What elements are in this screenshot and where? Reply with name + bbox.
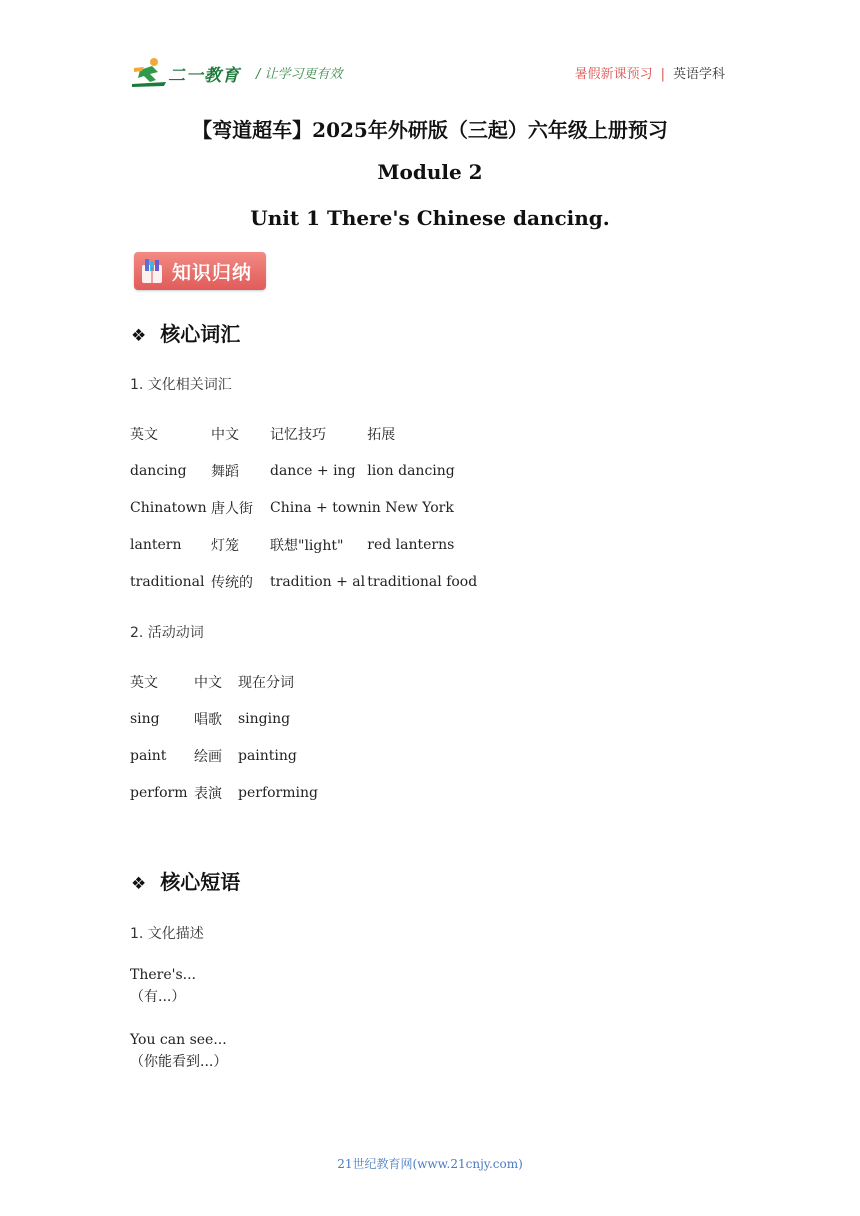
document-title: 【弯道超车】2025年外研版（三起）六年级上册预习 bbox=[192, 118, 668, 142]
activity-verbs-table bbox=[130, 663, 318, 811]
header-separator: | bbox=[660, 67, 665, 82]
module-title: Module 2 bbox=[377, 160, 483, 184]
table-cell: lantern bbox=[130, 536, 182, 553]
table-cell: painting bbox=[238, 747, 297, 764]
table-cell: 唱歌 bbox=[194, 711, 222, 728]
table-cell: 表演 bbox=[194, 785, 222, 802]
table-cell: tradition + al bbox=[270, 573, 366, 590]
table-cell: 灯笼 bbox=[211, 537, 239, 554]
column-header: 英文 bbox=[130, 426, 158, 443]
table-cell: 舞蹈 bbox=[211, 463, 239, 480]
section-heading-core-phrases bbox=[131, 866, 240, 895]
subject-label: 英语学科 bbox=[672, 67, 725, 82]
table-cell: red lanterns bbox=[367, 536, 455, 553]
table-cell: Chinatown bbox=[130, 499, 207, 516]
runner-logo-icon bbox=[130, 56, 170, 90]
logo-text: 二一教育 bbox=[168, 66, 240, 86]
column-header: 英文 bbox=[130, 674, 158, 691]
logo bbox=[130, 56, 250, 90]
table-cell: 联想"light" bbox=[270, 537, 344, 554]
column-header: 现在分词 bbox=[238, 674, 294, 691]
table-row bbox=[130, 489, 477, 526]
badge-label: 知识归纳 bbox=[172, 262, 253, 284]
table-cell: singing bbox=[238, 710, 291, 727]
table-header-row bbox=[130, 415, 477, 452]
table-cell: traditional food bbox=[367, 573, 478, 590]
table-row bbox=[130, 700, 318, 737]
table-cell: dancing bbox=[130, 462, 187, 479]
diamond-bullet-icon: ❖ bbox=[131, 874, 147, 894]
subsection-title: 1. 文化相关词汇 bbox=[130, 377, 232, 393]
table-row bbox=[130, 737, 318, 774]
section-title: 核心词汇 bbox=[160, 322, 241, 346]
course-label: 暑假新课预习 bbox=[574, 67, 653, 82]
table-cell: traditional bbox=[130, 573, 205, 590]
subsection-title: 2. 活动动词 bbox=[130, 625, 204, 641]
table-cell: 唐人街 bbox=[211, 500, 253, 517]
column-header: 拓展 bbox=[367, 426, 396, 443]
table-cell: 传统的 bbox=[211, 574, 253, 591]
header-course-info bbox=[575, 63, 725, 82]
page-header bbox=[130, 56, 725, 90]
table-cell: 绘画 bbox=[194, 748, 222, 765]
page-footer: 21世纪教育网(www.21cnjy.com) bbox=[337, 1157, 523, 1171]
column-header: 中文 bbox=[211, 426, 239, 443]
table-row bbox=[130, 526, 477, 563]
header-slogan: / 让学习更有效 bbox=[256, 67, 343, 82]
table-cell: dance + ing bbox=[270, 462, 356, 479]
phrase-item bbox=[130, 964, 196, 1008]
phrase-item bbox=[130, 1029, 227, 1073]
section-heading-core-vocab bbox=[131, 318, 240, 347]
culture-vocab-table bbox=[130, 415, 477, 600]
knowledge-summary-badge bbox=[134, 252, 266, 290]
table-cell: in New York bbox=[367, 499, 454, 516]
table-row bbox=[130, 563, 477, 600]
table-cell: perform bbox=[130, 784, 188, 801]
book-icon bbox=[140, 257, 164, 285]
subsection-title: 1. 文化描述 bbox=[130, 926, 204, 942]
table-cell: lion dancing bbox=[367, 462, 455, 479]
table-row bbox=[130, 452, 477, 489]
table-cell: paint bbox=[130, 747, 167, 764]
table-header-row bbox=[130, 663, 318, 700]
table-row bbox=[130, 774, 318, 811]
phrase-chinese: （有...） bbox=[130, 989, 186, 1005]
column-header: 记忆技巧 bbox=[270, 426, 326, 443]
column-header: 中文 bbox=[194, 674, 222, 691]
phrase-english: There's... bbox=[130, 967, 197, 983]
phrase-english: You can see... bbox=[130, 1032, 227, 1048]
diamond-bullet-icon: ❖ bbox=[131, 326, 147, 346]
table-cell: performing bbox=[238, 784, 318, 801]
phrase-chinese: （你能看到...） bbox=[130, 1054, 228, 1070]
table-cell: sing bbox=[130, 710, 160, 727]
section-title: 核心短语 bbox=[160, 870, 241, 894]
unit-title: Unit 1 There's Chinese dancing. bbox=[250, 206, 610, 230]
table-cell: China + town bbox=[270, 499, 368, 516]
